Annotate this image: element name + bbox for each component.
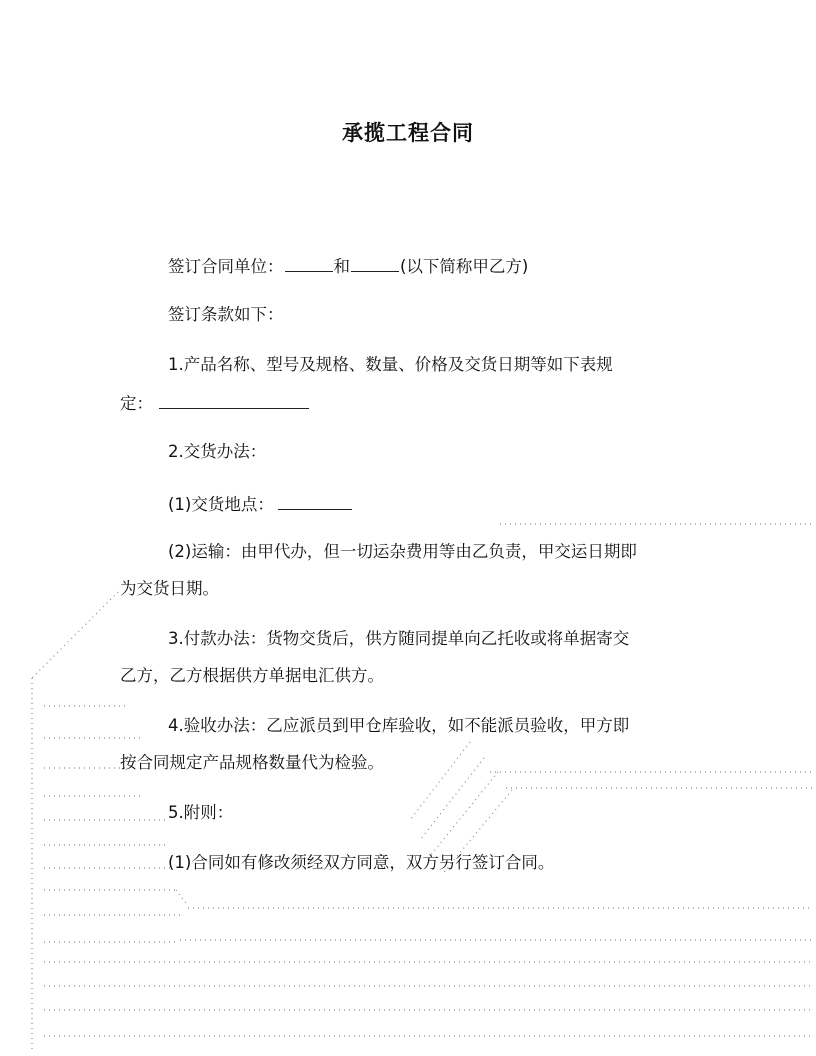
item1-line1: 1.产品名称、型号及规格、数量、价格及交货日期等如下表规	[168, 355, 613, 374]
item2-heading: 2.交货办法：	[168, 442, 267, 461]
parties-line	[168, 255, 528, 277]
item2-sub2-line2: 为交货日期。	[120, 579, 219, 598]
item3-line1: 3.付款办法：货物交货后，供方随同提单向乙托收或将单据寄交	[168, 629, 630, 648]
parties-label: 签订合同单位：	[168, 257, 284, 276]
product-table-blank[interactable]	[159, 392, 309, 409]
item5-heading: 5.附则：	[168, 803, 234, 822]
delivery-location-blank[interactable]	[278, 493, 352, 510]
party-b-blank[interactable]	[351, 255, 399, 272]
item4-line1: 4.验收办法：乙应派员到甲仓库验收，如不能派员验收，甲方即	[168, 716, 630, 735]
item2-sub2-line1: (2)运输：由甲代办，但一切运杂费用等由乙负责，甲交运日期即	[168, 542, 637, 561]
item2-sub1-line	[168, 493, 353, 515]
item3-line2: 乙方，乙方根据供方单据电汇供方。	[120, 666, 384, 685]
item4-line2: 按合同规定产品规格数量代为检验。	[120, 753, 384, 772]
contract-title: 承揽工程合同	[342, 121, 474, 145]
item5-sub1: (1)合同如有修改须经双方同意，双方另行签订合同。	[168, 853, 555, 872]
item1-line2-text: 定：	[120, 394, 153, 413]
party-a-blank[interactable]	[285, 255, 333, 272]
parties-and: 和	[333, 257, 350, 276]
terms-intro: 签订条款如下：	[168, 305, 284, 324]
delivery-location-label: (1)交货地点：	[168, 495, 274, 514]
item1-line2	[120, 392, 310, 414]
parties-suffix: (以下简称甲乙方)	[400, 257, 529, 276]
